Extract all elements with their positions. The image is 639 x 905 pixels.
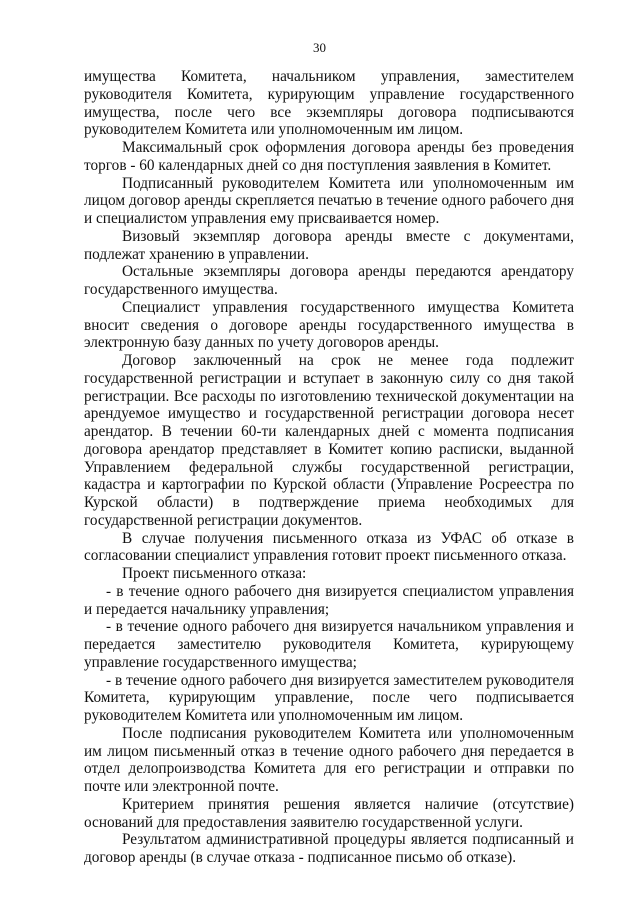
paragraph-after-signing: После подписания руководителем Комитета или уполномоченным им лицом письменный отказ в течение одного рабочего дня передается в отдел делопроизводства Комитета для его регистрации и отправки по почте или электронной почте. bbox=[84, 724, 574, 795]
paragraph-max-term: Максимальный срок оформления договора аренды без проведения торгов - 60 календарных дней со дня поступления заявления в Комитет. bbox=[84, 139, 574, 174]
paragraph-signed-contract: Подписанный руководителем Комитета или уполномоченным им лицом договор аренды скрепляется печатью в течение одного рабочего дня и специалистом управления ему присваивается номер. bbox=[84, 174, 574, 227]
paragraph-other-copies: Остальные экземпляры договора аренды передаются арендатору государственного имущества. bbox=[84, 263, 574, 298]
paragraph-decision-criterion: Критерием принятия решения является наличие (отсутствие) оснований для предоставления заявителю государственной услуги. bbox=[84, 795, 574, 831]
list-item-deputy-visa: - в течение одного рабочего дня визируется заместителем руководителя Комитета, курирующим управление, после чего подписывается руководителем Комитета или уполномоченным им лицом. bbox=[84, 671, 574, 724]
paragraph-database-entry: Специалист управления государственного имущества Комитета вносит сведения о договоре аренды государственного имущества в электронную базу данных по учету договоров аренды. bbox=[84, 298, 574, 352]
paragraph-refusal-draft: Проект письменного отказа: bbox=[122, 565, 307, 582]
document-body bbox=[84, 68, 574, 867]
paragraph-continuation: имущества Комитета, начальником управления, заместителем руководителя Комитета, курирующим управление государственного имущества, после чего все экземпляры договора подписываются руководителем Комитета или уполномоченным им лицом. bbox=[84, 68, 574, 139]
paragraph-visa-copy: Визовый экземпляр договора аренды вместе с документами, подлежат хранению в управлении. bbox=[84, 227, 574, 263]
list-item-specialist-visa: - в течение одного рабочего дня визируется специалистом управления и передается начальнику управления; bbox=[84, 582, 574, 618]
paragraph-result: Результатом административной процедуры является подписанный и договор аренды (в случае отказа - подписанное письмо об отказе). bbox=[84, 831, 574, 866]
paragraph-ufas-refusal: В случае получения письменного отказа из УФАС об отказе в согласовании специалист управления готовит проект письменного отказа. bbox=[84, 529, 574, 565]
list-item-head-visa: - в течение одного рабочего дня визируется начальником управления и передается заместителю руководителя Комитета, курирующему управление государственного имущества; bbox=[84, 618, 574, 671]
paragraph-registration: Договор заключенный на срок не менее года подлежит государственной регистрации и вступает в законную силу со дня такой регистрации. Все расходы по изготовлению технической документации на арендуемое имущество и государственной регистрации договора несет арендатор. В течении 60-ти календарных дней с момента подписания договора арендатор представляет в Комитет копию расписки, выданной Управлением федеральной службы государственной регистрации, кадастра и картографии по Курской области (Управление Росреестра по Курской области) в подтверждение приема необходимых для государственной регистрации документов. bbox=[84, 352, 574, 529]
page-number: 30 bbox=[313, 40, 326, 55]
